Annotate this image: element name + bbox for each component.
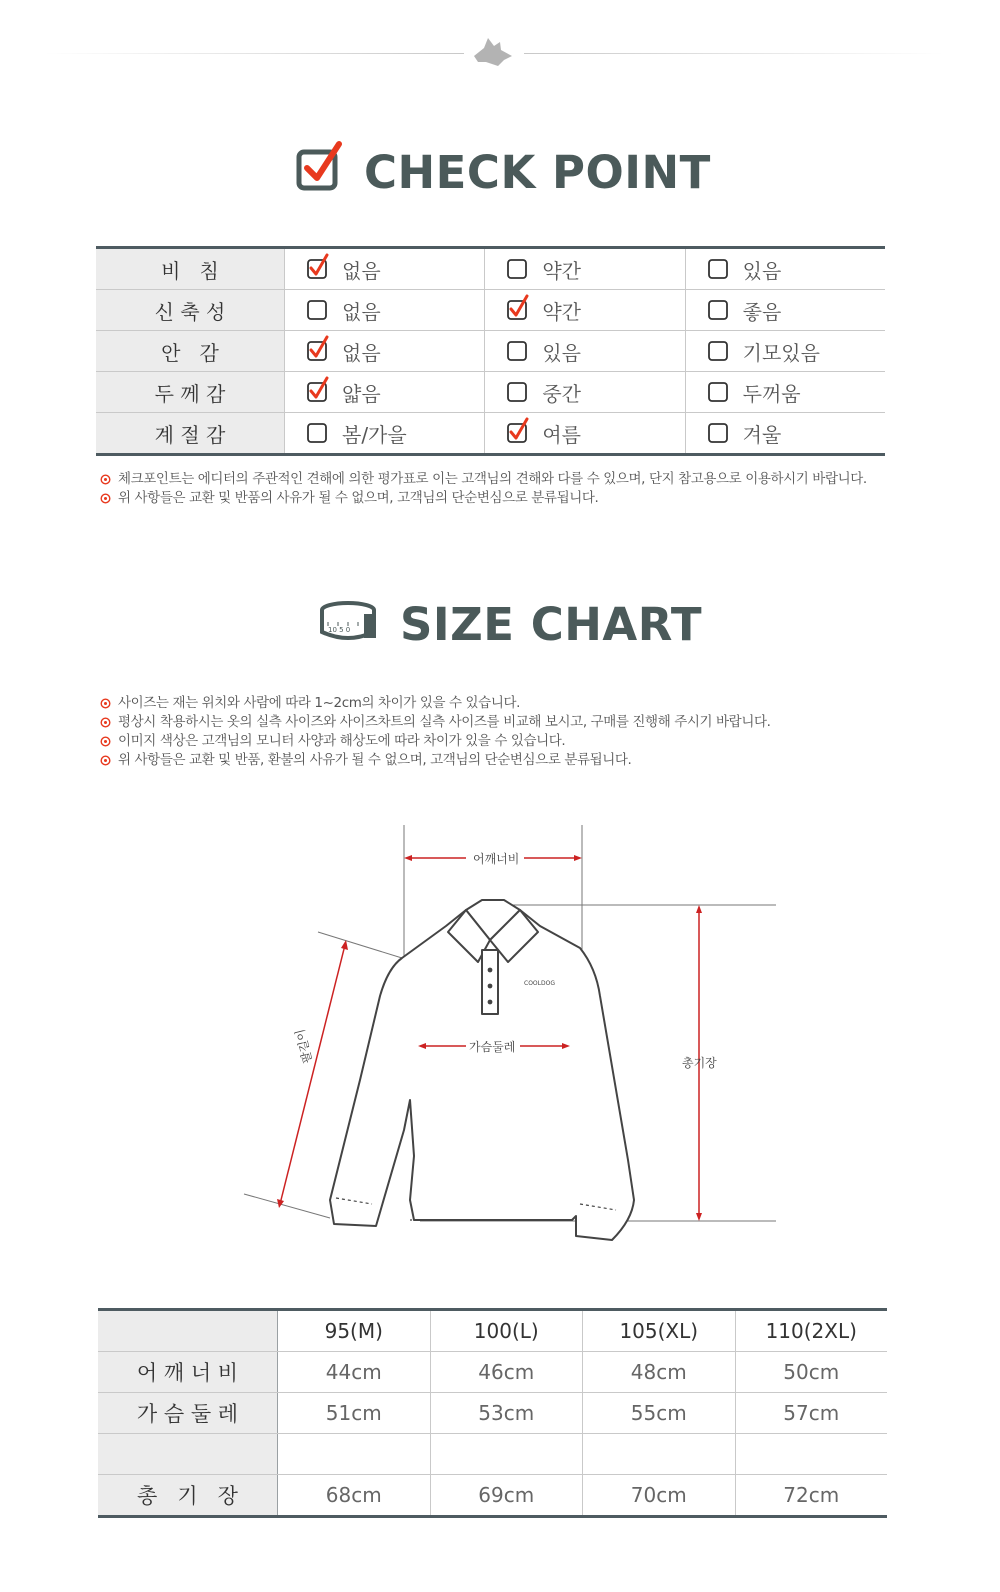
check-option [285, 331, 485, 371]
check-row [96, 330, 885, 371]
size-row [98, 1433, 887, 1474]
note-text: 이미지 색상은 고객님의 모니터 사양과 해상도에 따라 차이가 있을 수 있습니다. [118, 733, 566, 749]
checkbox-checked-icon [307, 259, 327, 279]
note-text: 평상시 착용하시는 옷의 실측 사이즈와 사이즈차트의 실측 사이즈를 비교해 보시고, 구매를 진행해 주시기 바랍니다. [118, 714, 771, 730]
size-value-cell: 70cm [583, 1475, 736, 1515]
checkbox-empty-icon [708, 259, 728, 279]
check-option [485, 413, 685, 453]
checkbox-checked-icon [307, 382, 327, 402]
measuring-tape-icon [318, 600, 380, 642]
check-option [285, 249, 485, 289]
check-row-label: 두 께 감 [96, 372, 285, 412]
check-point-table [96, 246, 885, 456]
note-line [100, 713, 771, 732]
garment-logo-text: COOLDOG [524, 980, 555, 987]
checkbox-empty-icon [708, 423, 728, 443]
size-chart-notes [100, 694, 771, 770]
shoulder-label: 어깨너비 [473, 852, 520, 866]
check-option-label: 없음 [342, 258, 381, 283]
dog-logo-icon [470, 36, 516, 70]
size-header-row [98, 1311, 887, 1351]
size-value-cell: 57cm [783, 1401, 840, 1425]
check-option-label: 여름 [542, 422, 581, 447]
check-row [96, 412, 885, 453]
checkbox-checked-icon [307, 341, 327, 361]
check-option-label: 약간 [542, 258, 581, 283]
size-value-cell [431, 1434, 584, 1474]
checkbox-empty-icon [708, 341, 728, 361]
check-option [686, 372, 885, 412]
size-row-label [98, 1434, 278, 1474]
note-line [100, 751, 771, 770]
size-chart-title: SIZE CHART [400, 598, 703, 651]
size-value-cell: 68cm [278, 1475, 431, 1515]
size-value-cell: 69cm [431, 1475, 584, 1515]
check-option [485, 331, 685, 371]
note-line [100, 694, 771, 713]
check-row-label: 신 축 성 [96, 290, 285, 330]
polo-shirt-outline [330, 900, 634, 1240]
bullet-circle-icon [100, 717, 111, 728]
size-row [98, 1351, 887, 1392]
size-row-label: 가 슴 둘 레 [98, 1393, 278, 1433]
checkbox-checked-icon [507, 423, 527, 443]
check-option-label: 있음 [742, 258, 782, 283]
size-value-cell [736, 1434, 888, 1474]
check-option-label: 좋음 [742, 299, 782, 324]
bullet-circle-icon [100, 698, 111, 709]
check-option [686, 290, 885, 330]
checkbox-empty-icon [507, 341, 527, 361]
size-value-cell: 44cm [278, 1352, 431, 1392]
size-column-header: 95(M) [278, 1311, 431, 1351]
check-option-label: 있음 [542, 340, 581, 365]
size-value-cell: 48cm [583, 1352, 736, 1392]
size-row-label: 총 기 장 [98, 1475, 278, 1515]
bullet-circle-icon [100, 474, 111, 485]
check-point-notes [100, 470, 867, 508]
check-option [686, 331, 885, 371]
bullet-circle-icon [100, 736, 111, 747]
check-row-label: 비 침 [96, 249, 285, 289]
size-value-cell: 50cm [783, 1360, 840, 1384]
size-row [98, 1392, 887, 1433]
tape-numbers: 10 5 0 [328, 626, 351, 634]
check-option-label: 두꺼움 [742, 381, 801, 406]
check-option [285, 290, 485, 330]
check-option-label: 없음 [342, 299, 381, 324]
size-chart-table [98, 1308, 887, 1518]
check-row [96, 371, 885, 412]
top-divider-left [44, 53, 464, 54]
check-option [485, 372, 685, 412]
check-option [485, 290, 685, 330]
check-row [96, 289, 885, 330]
size-value-cell: 51cm [278, 1393, 431, 1433]
checkbox-empty-icon [507, 382, 527, 402]
checkbox-checked-icon [507, 300, 527, 320]
top-divider-right [524, 53, 944, 54]
check-option-label: 봄/가을 [342, 422, 407, 447]
note-line [100, 489, 867, 508]
length-label: 총기장 [682, 1056, 717, 1070]
check-option-label: 얇음 [342, 381, 381, 406]
checkbox-empty-icon [307, 423, 327, 443]
chest-label: 가슴둘레 [469, 1040, 516, 1054]
checkbox-empty-icon [507, 259, 527, 279]
sleeve-label: 팔길이 [292, 1027, 315, 1065]
checkbox-empty-icon [307, 300, 327, 320]
size-value-cell [278, 1434, 431, 1474]
checkbox-checked-icon [295, 140, 347, 192]
note-text: 위 사항들은 교환 및 반품의 사유가 될 수 없으며, 고객님의 단순변심으로 분류됩니다. [118, 490, 599, 506]
size-row-label: 어 깨 너 비 [98, 1352, 278, 1392]
bullet-circle-icon [100, 493, 111, 504]
check-option [686, 413, 885, 453]
size-column-header: 110(2XL) [736, 1311, 888, 1351]
size-value-cell [583, 1434, 736, 1474]
size-corner-cell [98, 1311, 278, 1351]
check-option [686, 249, 885, 289]
note-text: 위 사항들은 교환 및 반품, 환불의 사유가 될 수 없으며, 고객님의 단순변심으로 분류됩니다. [118, 752, 632, 768]
size-value-cell: 55cm [583, 1393, 736, 1433]
note-text: 체크포인트는 에디터의 주관적인 견해에 의한 평가표로 이는 고객님의 견해와 다를 수 있으며, 단지 참고용으로 이용하시기 바랍니다. [118, 471, 867, 487]
note-line [100, 732, 771, 751]
size-value-cell: 53cm [431, 1393, 584, 1433]
check-point-title: CHECK POINT [364, 146, 711, 199]
size-row [98, 1474, 887, 1515]
checkbox-empty-icon [708, 382, 728, 402]
checkbox-empty-icon [708, 300, 728, 320]
check-row-label: 안 감 [96, 331, 285, 371]
check-option-label: 약간 [542, 299, 581, 324]
check-option-label: 없음 [342, 340, 381, 365]
size-column-header: 100(L) [431, 1311, 584, 1351]
check-row [96, 249, 885, 289]
size-column-header: 105(XL) [583, 1311, 736, 1351]
note-line [100, 470, 867, 489]
garment-measurement-diagram [0, 800, 1000, 1270]
size-value-cell: 72cm [783, 1483, 840, 1507]
check-row-label: 계 절 감 [96, 413, 285, 453]
note-text: 사이즈는 재는 위치와 사람에 따라 1~2cm의 차이가 있을 수 있습니다. [118, 695, 520, 711]
check-option [285, 372, 485, 412]
bullet-circle-icon [100, 755, 111, 766]
size-value-cell: 46cm [431, 1352, 584, 1392]
check-option-label: 기모있음 [742, 340, 820, 365]
check-option-label: 겨울 [742, 422, 782, 447]
check-option [285, 413, 485, 453]
check-option-label: 중간 [542, 381, 581, 406]
check-option [485, 249, 685, 289]
